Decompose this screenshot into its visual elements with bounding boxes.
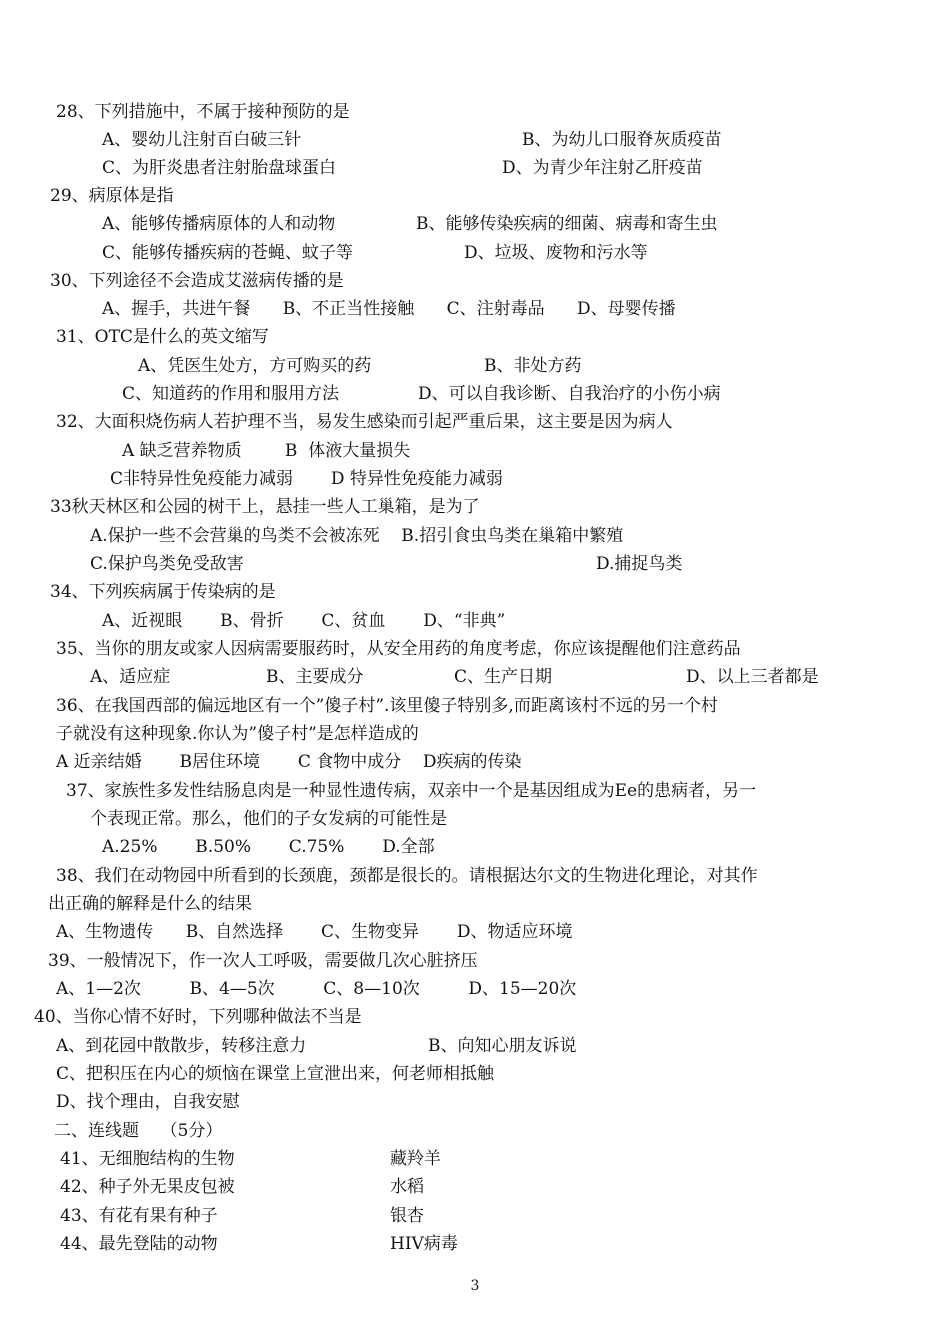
line-q35-c: C、生产日期 [454,667,553,687]
line-q28-a: A、婴幼儿注射百白破三针 [102,130,302,150]
line-q35-a: A、适应症 [90,667,171,687]
line-q35-stem: 35、当你的朋友或家人因病需要服药时，从安全用药的角度考虑，你应该提醒他们注意药品 [56,639,741,659]
line-q37-opts: A.25% B.50% C.75% D.全部 [102,837,435,857]
line-q34-opts: A、近视眼 B、骨折 C、贫血 D、“非典” [102,611,506,631]
line-q40-b: B、向知心朋友诉说 [428,1036,577,1056]
line-m44-right: HIV病毒 [390,1234,458,1254]
line-q38-stem1: 38、我们在动物园中所看到的长颈鹿，颈都是很长的。请根据达尔文的生物进化理论，对其作 [56,866,758,886]
line-q31-b: B、非处方药 [484,356,582,376]
line-sec2-title: 二、连线题 （5分） [54,1121,223,1141]
line-q33-stem: 33秋天林区和公园的树干上，悬挂一些人工巢箱，是为了 [50,497,480,517]
line-q28-stem: 28、下列措施中，不属于接种预防的是 [56,102,350,122]
page-number: 3 [470,1278,480,1294]
line-q31-stem: 31、OTC是什么的英文缩写 [56,327,269,347]
line-q38-opts: A、生物遗传 B、自然选择 C、生物变异 D、物适应环境 [56,922,573,942]
line-q39-stem: 39、一般情况下，作一次人工呼吸，需要做几次心脏挤压 [48,951,478,971]
line-q29-a: A、能够传播病原体的人和动物 [102,214,336,234]
line-q32-cd: C非特异性免疫能力减弱 D 特异性免疫能力减弱 [110,469,503,489]
line-q30-opts: A、握手，共进午餐 B、不正当性接触 C、注射毒品 D、母婴传播 [102,299,676,319]
line-q35-b: B、主要成分 [266,667,364,687]
line-q33-ab: A.保护一些不会营巢的鸟类不会被冻死 B.招引食虫鸟类在巢箱中繁殖 [90,526,624,546]
line-m42-right: 水稻 [390,1177,424,1197]
line-q31-d: D、可以自我诊断、自我治疗的小伤小病 [418,384,721,404]
line-q40-a: A、到花园中散散步，转移注意力 [56,1036,307,1056]
line-q40-d: D、找个理由，自我安慰 [56,1092,240,1112]
line-m41-left: 41、无细胞结构的生物 [60,1149,235,1169]
line-q31-a: A、凭医生处方，方可购买的药 [138,356,372,376]
line-q29-b: B、能够传染疾病的细菌、病毒和寄生虫 [416,214,718,234]
line-q34-stem: 34、下列疾病属于传染病的是 [50,582,276,602]
line-q36-stem1: 36、在我国西部的偏远地区有一个”傻子村”.该里傻子特别多,而距离该村不远的另一个村 [56,696,718,716]
line-m41-right: 藏羚羊 [390,1149,441,1169]
line-q29-d: D、垃圾、废物和污水等 [464,243,648,263]
line-q36-opts: A 近亲结婚 B居住环境 C 食物中成分 D疾病的传染 [56,752,522,772]
line-q37-stem2: 个表现正常。那么，他们的子女发病的可能性是 [90,809,447,829]
line-q29-c: C、能够传播疾病的苍蝇、蚊子等 [102,243,354,263]
line-q28-b: B、为幼儿口服脊灰质疫苗 [522,130,722,150]
line-q35-d: D、以上三者都是 [686,667,819,687]
line-q40-c: C、把积压在内心的烦恼在课堂上宣泄出来，何老师相抵触 [56,1064,495,1084]
line-q32-ab: A 缺乏营养物质 B 体液大量损失 [122,441,411,461]
line-q28-d: D、为青少年注射乙肝疫苗 [502,158,703,178]
line-q28-c: C、为肝炎患者注射胎盘球蛋白 [102,158,337,178]
line-m42-left: 42、种子外无果皮包被 [60,1177,235,1197]
line-q29-stem: 29、病原体是指 [50,186,174,206]
line-m43-right: 银杏 [390,1206,424,1226]
line-m43-left: 43、有花有果有种子 [60,1206,218,1226]
line-q33-c: C.保护鸟类免受敌害 [90,554,244,574]
line-q40-stem: 40、当你心情不好时，下列哪种做法不当是 [34,1007,362,1027]
line-q33-d: D.捕捉鸟类 [596,554,683,574]
line-q32-stem: 32、大面积烧伤病人若护理不当，易发生感染而引起严重后果，这主要是因为病人 [56,412,673,432]
line-q36-stem2: 子就没有这种现象.你认为”傻子村”是怎样造成的 [56,724,419,744]
line-q30-stem: 30、下列途径不会造成艾滋病传播的是 [50,271,344,291]
line-m44-left: 44、最先登陆的动物 [60,1234,218,1254]
line-q39-opts: A、1—2次 B、4—5次 C、8—10次 D、15—20次 [56,979,577,999]
line-q38-stem2: 出正确的解释是什么的结果 [48,894,252,914]
line-q31-c: C、知道药的作用和服用方法 [122,384,340,404]
line-q37-stem1: 37、家族性多发性结肠息肉是一种显性遗传病，双亲中一个是基因组成为Ee的患病者，另一 [66,781,757,801]
